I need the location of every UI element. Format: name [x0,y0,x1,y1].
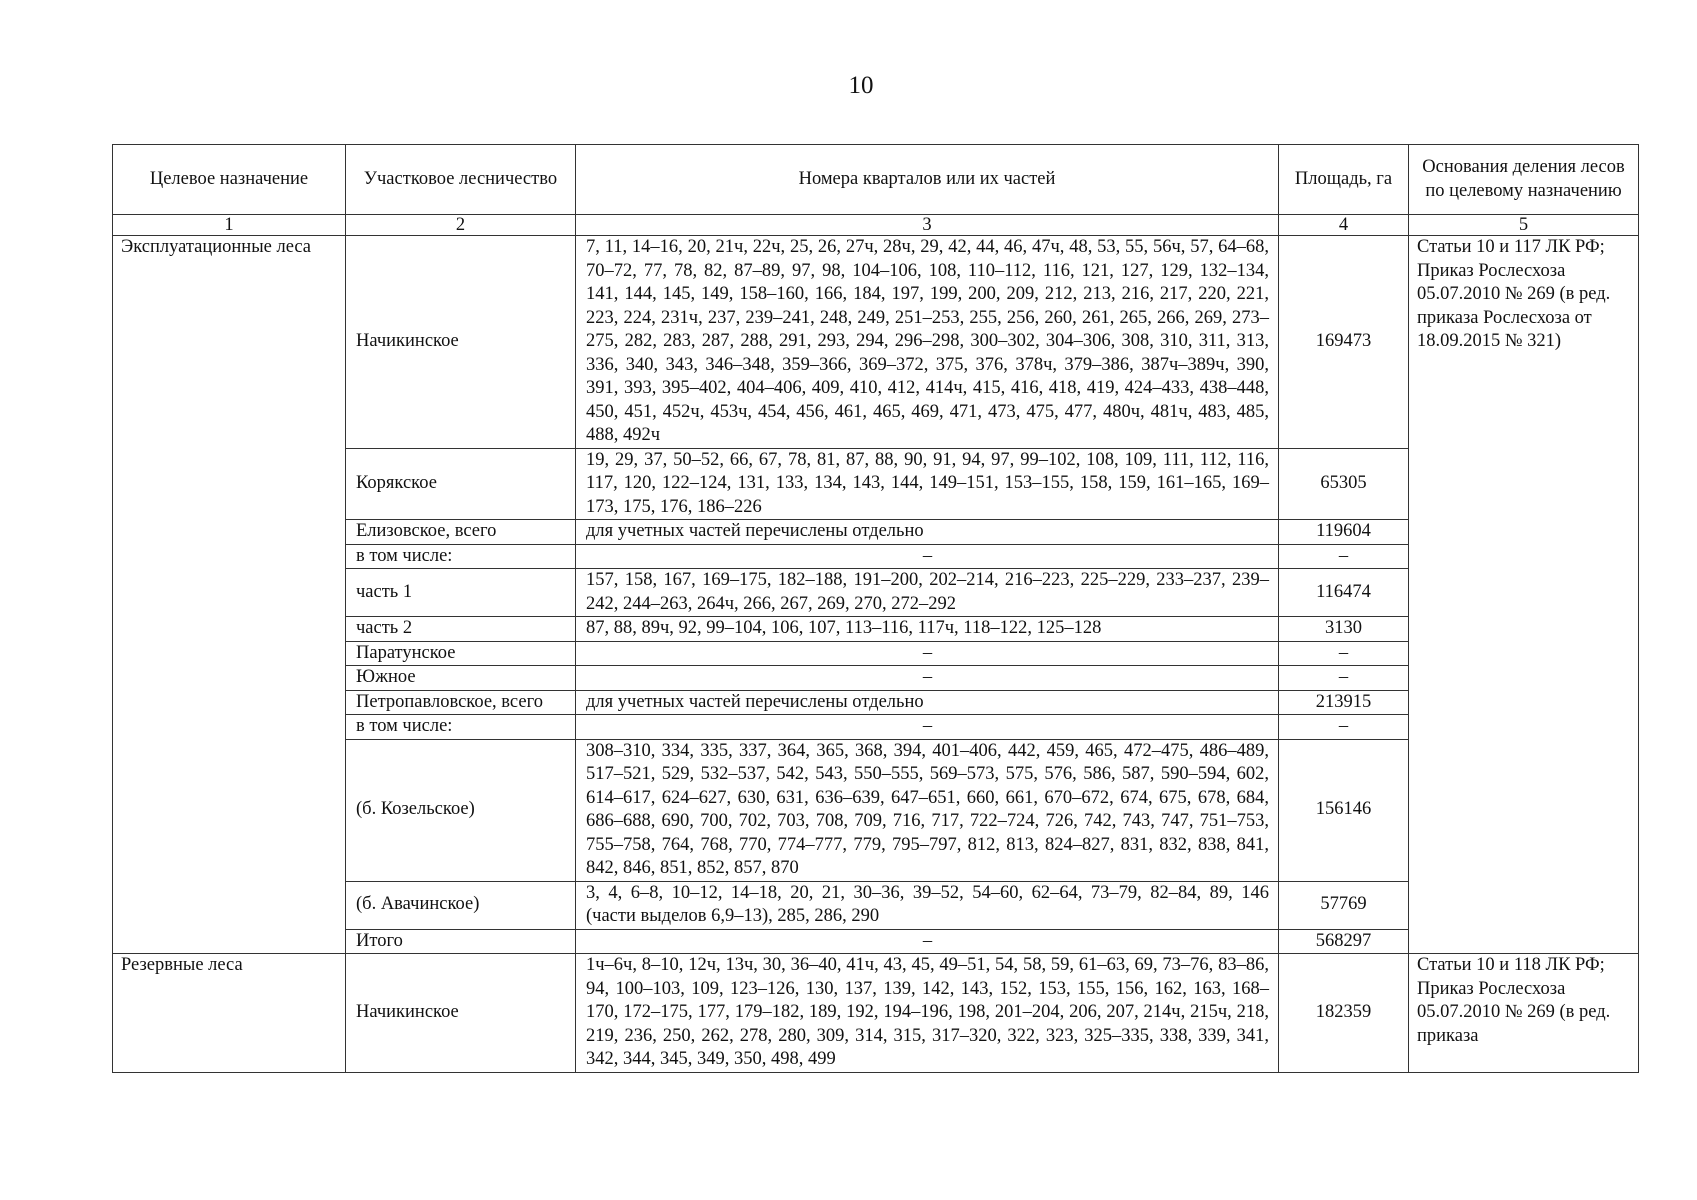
area-cell: 119604 [1279,520,1409,545]
column-number: 5 [1409,215,1639,236]
table-header-row [113,145,1639,215]
district-cell: Итого [346,929,576,954]
quarters-cell: 19, 29, 37, 50–52, 66, 67, 78, 81, 87, 88, 90, 91, 94, 97, 99–102, 108, 109, 111, 112, 116, 117, 120, 122–124, 131, 133, 134, 143, 144, 149–151, 153–155, 158, 159, 161–165, 169–173, 175, 176, 186–226 [576,448,1279,520]
quarters-cell: – [576,715,1279,740]
area-cell: 156146 [1279,739,1409,881]
quarters-cell: – [576,929,1279,954]
header-district: Участковое лесничество [346,145,576,215]
header-quarters: Номера кварталов или их частей [576,145,1279,215]
area-cell: 65305 [1279,448,1409,520]
area-cell: – [1279,641,1409,666]
quarters-cell: – [576,544,1279,569]
column-number: 3 [576,215,1279,236]
column-number: 2 [346,215,576,236]
quarters-cell: 3, 4, 6–8, 10–12, 14–18, 20, 21, 30–36, 39–52, 54–60, 62–64, 73–79, 82–84, 89, 146 (части выделов 6,9–13), 285, 286, 290 [576,881,1279,929]
district-cell: в том числе: [346,715,576,740]
district-cell: Начикинское [346,236,576,449]
quarters-cell: 1ч–6ч, 8–10, 12ч, 13ч, 30, 36–40, 41ч, 43, 45, 49–51, 54, 58, 59, 61–63, 69, 73–76, 83–86, 94, 100–103, 109, 123–126, 130, 137, 139, 142, 143, 152, 153, 155, 156, 162, 163, 168–170, 172–175, 177, 179–182, 189, 192, 194–196, 198, 201–204, 206, 207, 214ч, 215ч, 218, 219, 236, 250, 262, 278, 280, 309, 314, 315, 317–320, 322, 323, 325–335, 338, 339, 341, 342, 344, 345, 349, 350, 498, 499 [576,954,1279,1073]
district-cell: Петропавловское, всего [346,690,576,715]
header-area: Площадь, га [1279,145,1409,215]
quarters-cell: 7, 11, 14–16, 20, 21ч, 22ч, 25, 26, 27ч, 28ч, 29, 42, 44, 46, 47ч, 48, 53, 55, 56ч, 57, 64–68, 70–72, 77, 78, 82, 87–89, 97, 98, 104–106, 108, 110–112, 116, 121, 127, 129, 132–134, 141, 144, 145, 149, 158–160, 166, 184, 197, 199, 200, 209, 212, 213, 216, 217, 220, 221, 223, 224, 231ч, 237, 239–241, 248, 249, 251–253, 255, 256, 260, 261, 265, 266, 269, 273–275, 282, 283, 287, 288, 291, 293, 294, 296–298, 300–302, 304–306, 308, 310, 311, 313, 336, 340, 343, 346–348, 359–366, 369–372, 375, 376, 378ч, 379–386, 387ч–389ч, 390, 391, 393, 395–402, 404–406, 409, 410, 412, 414ч, 415, 416, 418, 419, 424–433, 438–448, 450, 451, 452ч, 453ч, 454, 456, 461, 465, 469, 471, 473, 475, 477, 480ч, 481ч, 483, 485, 488, 492ч [576,236,1279,449]
forest-purpose-table [112,144,1639,1073]
quarters-cell: – [576,641,1279,666]
header-basis: Основания деления лесов по целевому назначению [1409,145,1639,215]
purpose-cell: Резервные леса [113,954,346,1073]
header-purpose: Целевое назначение [113,145,346,215]
district-cell: часть 1 [346,569,576,617]
quarters-cell: 87, 88, 89ч, 92, 99–104, 106, 107, 113–116, 117ч, 118–122, 125–128 [576,617,1279,642]
area-cell: 182359 [1279,954,1409,1073]
district-cell: (б. Авачинское) [346,881,576,929]
area-cell: 169473 [1279,236,1409,449]
quarters-cell: – [576,666,1279,691]
district-cell: Начикинское [346,954,576,1073]
page-number: 10 [848,72,874,99]
quarters-cell: 157, 158, 167, 169–175, 182–188, 191–200, 202–214, 216–223, 225–229, 233–237, 239–242, 244–263, 264ч, 266, 267, 269, 270, 272–292 [576,569,1279,617]
column-number: 4 [1279,215,1409,236]
district-cell: в том числе: [346,544,576,569]
area-cell: 116474 [1279,569,1409,617]
district-cell: (б. Козельское) [346,739,576,881]
district-cell: Южное [346,666,576,691]
area-cell: 213915 [1279,690,1409,715]
area-cell: 57769 [1279,881,1409,929]
quarters-cell: для учетных частей перечислены отдельно [576,690,1279,715]
area-cell: 568297 [1279,929,1409,954]
basis-cell: Статьи 10 и 118 ЛК РФ; Приказ Рослесхоза 05.07.2010 № 269 (в ред. приказа [1409,954,1639,1073]
district-cell: часть 2 [346,617,576,642]
district-cell: Елизовское, всего [346,520,576,545]
area-cell: – [1279,666,1409,691]
table-row [113,236,1639,449]
column-number: 1 [113,215,346,236]
basis-cell: Статьи 10 и 117 ЛК РФ; Приказ Рослесхоза 05.07.2010 № 269 (в ред. приказа Рослесхоза от 18.09.2015 № 321) [1409,236,1639,954]
district-cell: Корякское [346,448,576,520]
area-cell: – [1279,544,1409,569]
table-row [113,954,1639,1073]
district-cell: Паратунское [346,641,576,666]
quarters-cell: 308–310, 334, 335, 337, 364, 365, 368, 394, 401–406, 442, 459, 465, 472–475, 486–489, 517–521, 529, 532–537, 542, 543, 550–555, 569–573, 575, 576, 586, 587, 590–594, 602, 614–617, 624–627, 630, 631, 636–639, 647–651, 660, 661, 670–672, 674, 675, 678, 684, 686–688, 690, 700, 702, 703, 708, 709, 716, 717, 722–724, 726, 742, 743, 747, 751–753, 755–758, 764, 768, 770, 774–777, 779, 795–797, 812, 813, 824–827, 831, 832, 838, 841, 842, 846, 851, 852, 857, 870 [576,739,1279,881]
area-cell: 3130 [1279,617,1409,642]
column-number-row [113,215,1639,236]
area-cell: – [1279,715,1409,740]
quarters-cell: для учетных частей перечислены отдельно [576,520,1279,545]
purpose-cell: Эксплуатационные леса [113,236,346,954]
